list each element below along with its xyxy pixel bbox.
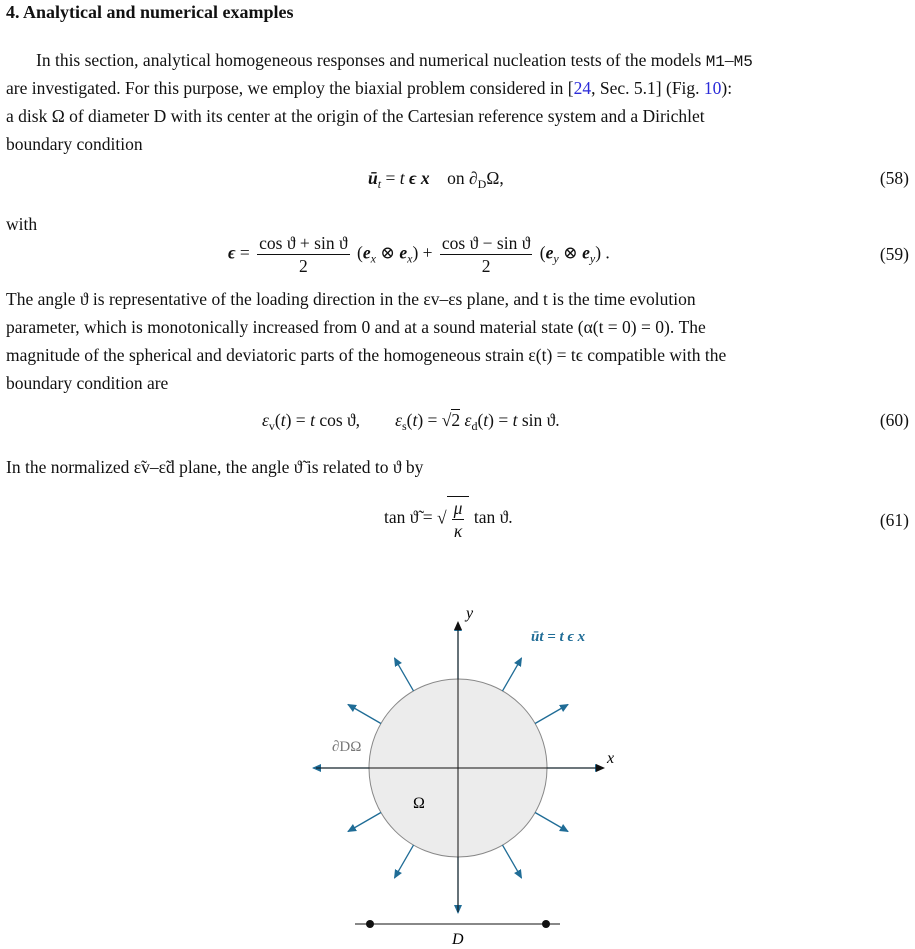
with-word: with [6,214,38,234]
y-axis-label: y [466,605,474,622]
para2-line-4: boundary condition are [6,373,169,393]
equation-number-58: (58) [879,168,909,188]
boundary-arrow [395,845,414,878]
para2-line-3: magnitude of the spherical and deviatoric parts of the homogeneous strain ε(t) = tϵ compatible with the [6,345,727,365]
para2-line-2: parameter, which is monotonically increased from 0 and at a sound material state (α(t = 0) = 0). The [6,317,706,337]
diameter-end-right [542,920,550,928]
intro-line-3: a disk Ω of diameter D with its center at the origin of the Cartesian reference system and a Dirichlet [6,106,705,126]
boundary-arrow [503,845,522,878]
equation-59: ϵ = $\frac{\text{cos ϑ + sin ϑ}}{2}$ ($e_x$ ⊗ $e_x$) + $\frac{\text{cos ϑ − sin ϑ}}{2}$ ($e_y$ ⊗ $e_y$) . [228,233,610,276]
boundary-arrow [348,705,381,724]
boundary-arrow [535,813,568,832]
equation-number-61: (61) [879,510,909,530]
bc-label: ūt = t ϵ x [531,629,586,645]
x-axis-label: x [607,750,615,767]
intro-ref-sec: , Sec. 5.1] (Fig. [591,78,704,98]
equation-number-60: (60) [879,410,909,430]
domain-label: Ω [413,795,425,812]
model-first: M1 [705,53,725,71]
intro-text-b: are investigated. For this purpose, we employ the biaxial problem considered in [ [6,78,574,98]
boundary-arrow [503,658,522,691]
diameter-label: D [452,931,464,948]
diameter-end-left [366,920,374,928]
equation-61: tan ϑ̃ = √ $\frac{\mu}{\kappa}$ tan ϑ. [384,498,513,541]
figure-link[interactable]: 10 [703,78,722,98]
boundary-label: ∂DΩ [332,739,362,755]
range-dash: – [724,50,734,70]
model-last: M5 [733,53,753,71]
para3-line: In the normalized ε̃v–ε̃d plane, the angle ϑ̃ is related to ϑ by [6,457,424,477]
equation-60: $\varepsilon_v(t) = t$ cos ϑ, $\varepsilon_s(t) = √2$ $\varepsilon_d(t) = t$ sin ϑ. [262,410,560,433]
para2-line-1: The angle ϑ is representative of the loading direction in the εv–εs plane, and t is the time evolution [6,289,696,309]
intro-line-4: boundary condition [6,134,143,154]
reference-link[interactable]: 24 [573,78,592,98]
section-heading: 4. Analytical and numerical examples [6,2,294,22]
intro-text-a: In this section, analytical homogeneous responses and numerical nucleation tests of the models [36,50,706,70]
boundary-arrow [348,813,381,832]
boundary-arrow [395,658,414,691]
intro-text-c: ): [721,78,733,98]
boundary-arrow [535,705,568,724]
equation-number-59: (59) [879,244,909,264]
equation-58: $ū_t = t$ ϵ x on $\partial_D\Omega$, [368,168,504,191]
